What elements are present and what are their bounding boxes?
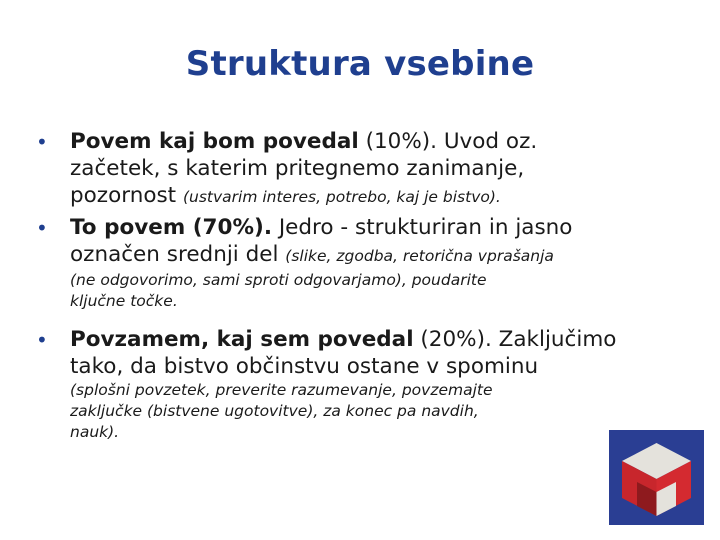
bullet-intro-line3: pozornost	[70, 183, 183, 208]
bullet-summary-line5: nauk).	[70, 423, 120, 441]
bullet-intro	[34, 128, 674, 211]
bullet-body-note: (slike, zgodba, retorična vprašanja	[285, 247, 554, 265]
bullet-intro-note: (ustvarim interes, potrebo, kaj je bistvo).	[182, 188, 501, 206]
bullet-body-rest: Jedro - strukturiran in jasno	[272, 215, 573, 240]
bullet-intro-percent: (10%). Uvod oz.	[358, 129, 538, 154]
bullet-intro-heading: Povem kaj bom povedal	[70, 129, 359, 154]
bullet-intro-line2: začetek, s katerim pritegnemo zanimanje,	[70, 156, 525, 181]
bullet-dot: •	[36, 328, 48, 352]
slide-title: Struktura vsebine	[185, 44, 535, 84]
bullet-summary	[34, 326, 674, 443]
bullet-dot: •	[36, 216, 48, 240]
bullet-body-line4: ključne točke.	[70, 292, 178, 310]
bullet-body	[34, 214, 674, 312]
bullet-summary-line2: tako, da bistvo občinstvu ostane v spominu	[70, 354, 539, 379]
bullet-body-line3: (ne odgovorimo, sami sproti odgovarjamo), poudarite	[70, 271, 487, 289]
bullet-list	[34, 128, 674, 443]
cube-logo-icon	[609, 430, 704, 525]
bullet-summary-percent: (20%). Zaključimo	[413, 327, 617, 352]
bullet-body-line2: označen srednji del	[70, 242, 286, 267]
bullet-summary-line4: zaključke (bistvene ugotovitve), za konec pa navdih,	[70, 402, 479, 420]
bullet-body-heading: To povem (70%).	[70, 215, 272, 240]
bullet-dot: •	[36, 130, 48, 154]
bullet-summary-line3: (splošni povzetek, preverite razumevanje, povzemajte	[70, 381, 493, 399]
bullet-summary-heading: Povzamem, kaj sem povedal	[70, 327, 414, 352]
